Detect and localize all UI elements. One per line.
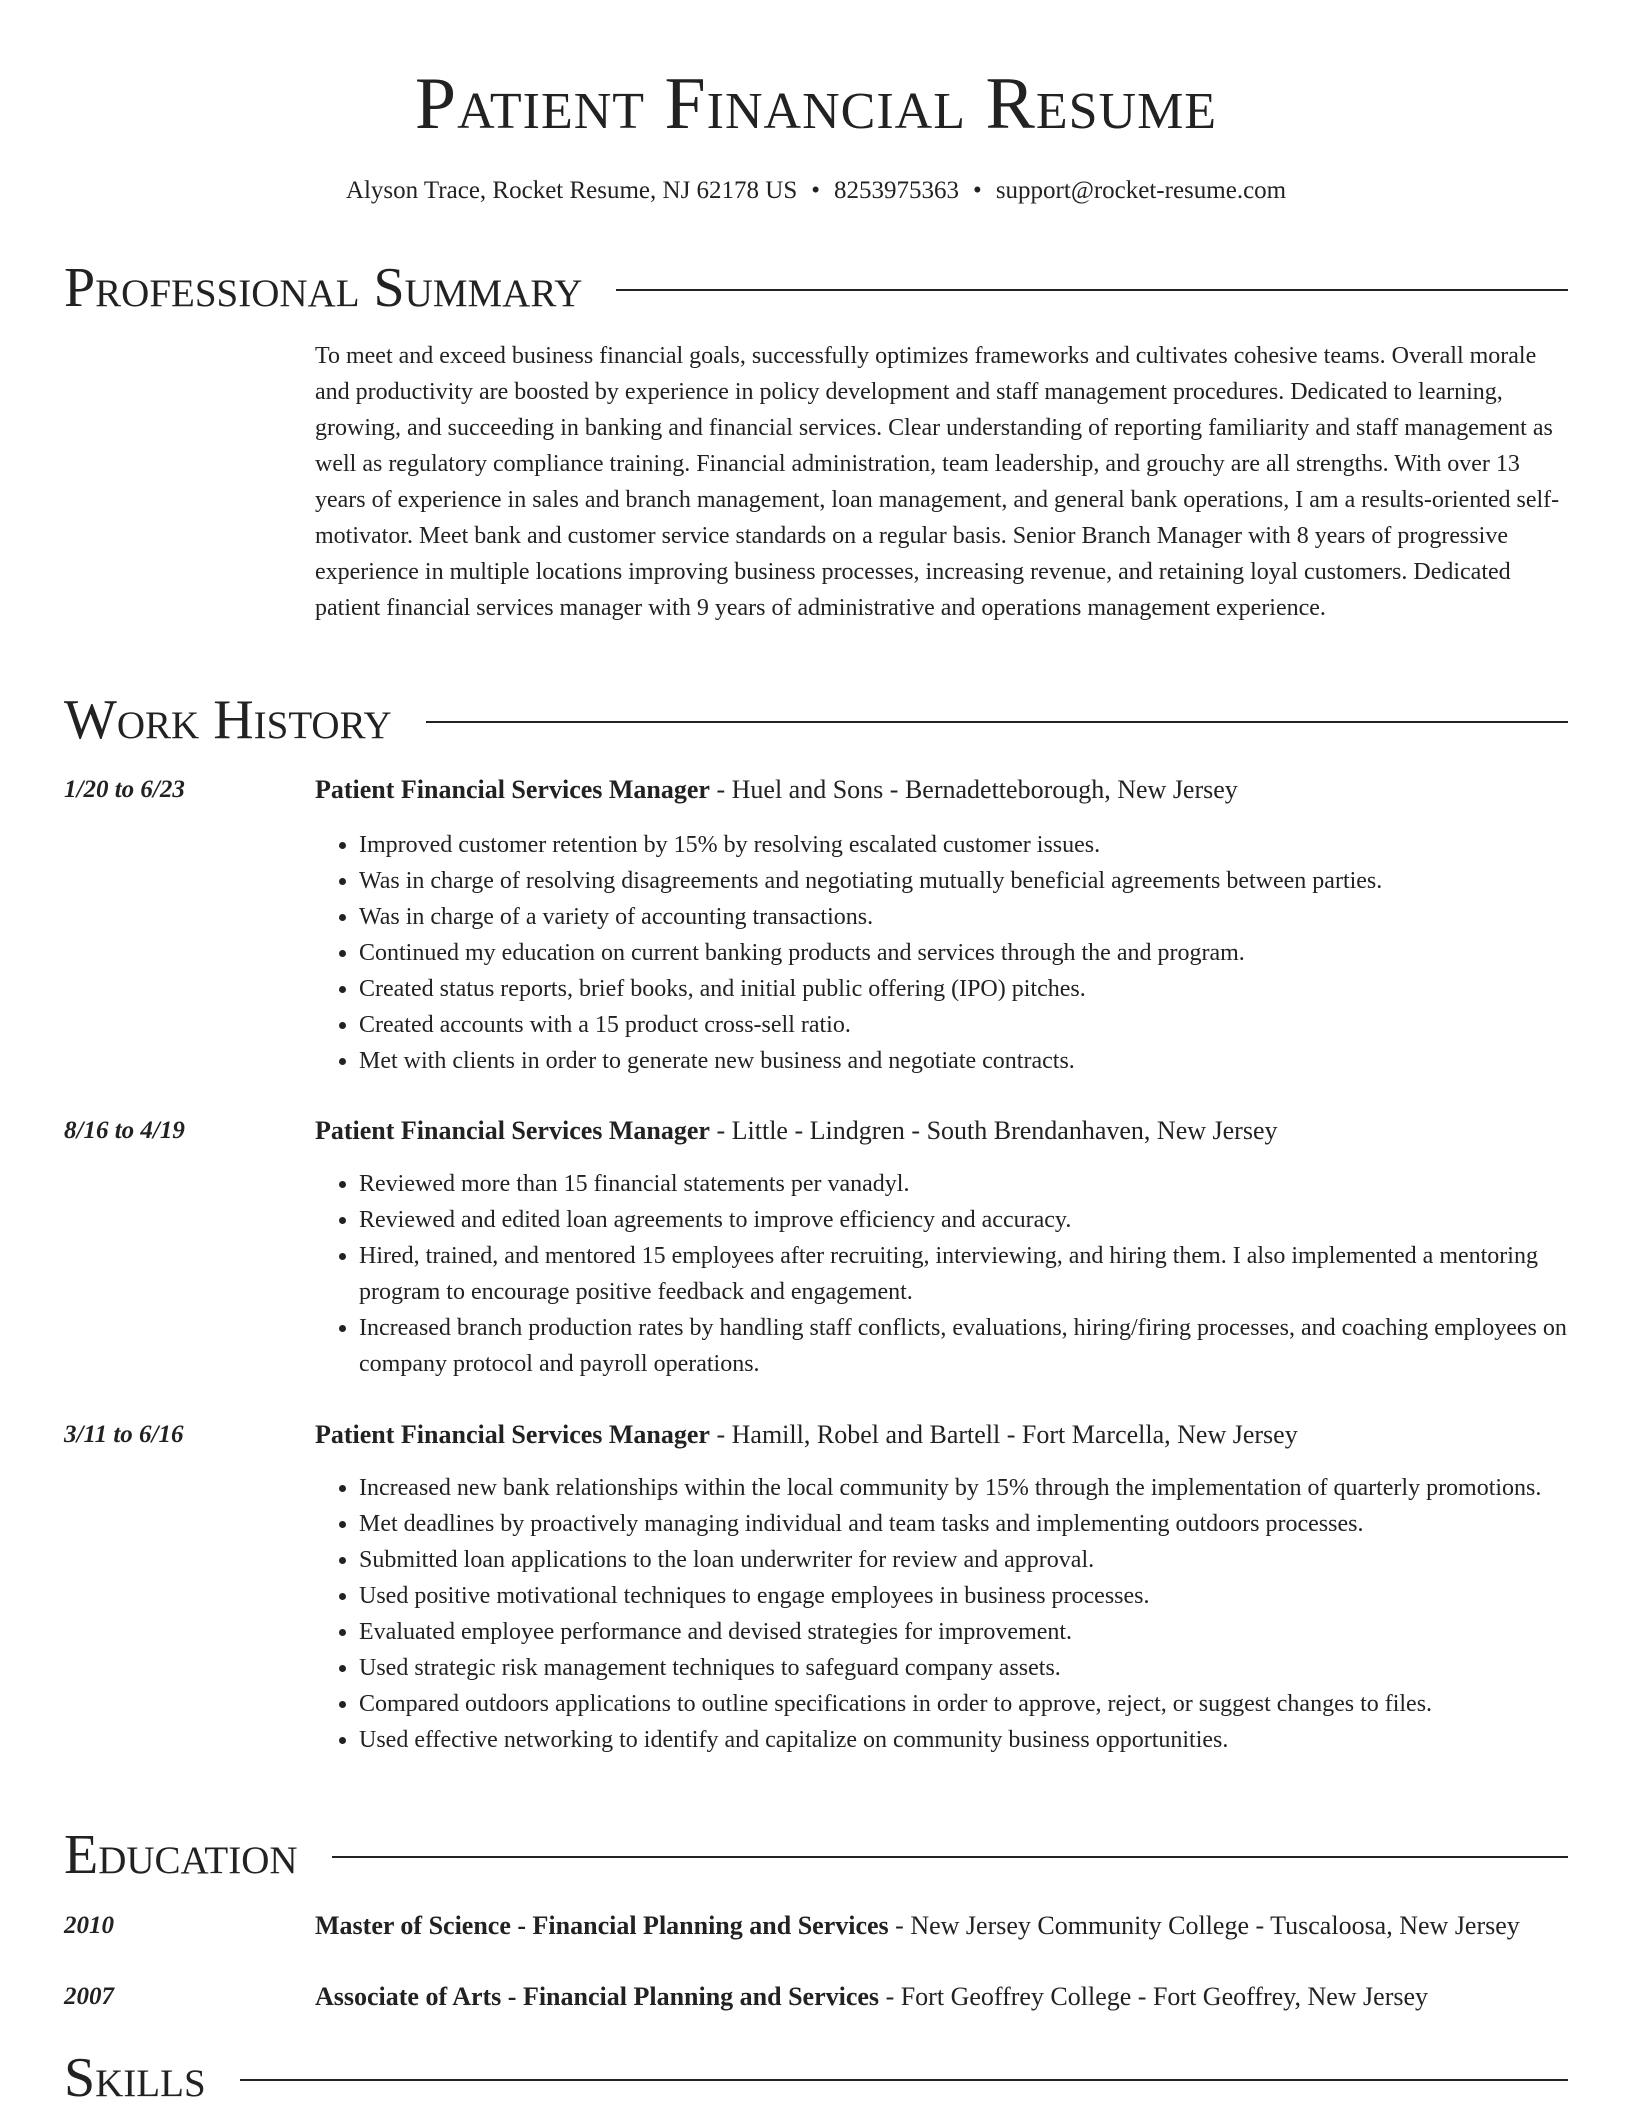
section-header-skills	[64, 2046, 1568, 2110]
list-item: • Created status reports, brief books, and initial public offering (IPO) pitches.	[359, 971, 1569, 1007]
education-headline	[315, 1909, 1569, 1943]
section-divider	[240, 2079, 1568, 2081]
list-item: • Used effective networking to identify and capitalize on community business opportunities.	[359, 1722, 1569, 1758]
section-header-work-history	[64, 688, 1568, 752]
list-item: • Created accounts with a 15 product cross-sell ratio.	[359, 1007, 1569, 1043]
section-title: Education	[64, 1824, 298, 1886]
work-headline	[315, 773, 1569, 807]
section-divider	[616, 289, 1568, 291]
job-details: - Little - Lindgren - South Brendanhaven, New Jersey	[709, 1116, 1278, 1145]
contact-separator: •	[811, 177, 821, 204]
list-item: • Met with clients in order to generate new business and negotiate contracts.	[359, 1043, 1569, 1079]
list-item: • Used positive motivational techniques to engage employees in business processes.	[359, 1578, 1569, 1614]
work-bullet-list	[315, 827, 1569, 1079]
degree-title: Associate of Arts - Financial Planning and Services	[315, 1982, 880, 2011]
list-item: • Was in charge of resolving disagreements and negotiating mutually beneficial agreements between parties.	[359, 863, 1569, 899]
list-item: • Reviewed and edited loan agreements to improve efficiency and accuracy.	[359, 1202, 1569, 1238]
section-divider	[426, 721, 1568, 723]
work-date: 3/11 to 6/16	[64, 1421, 184, 1448]
summary-text: To meet and exceed business financial goals, successfully optimizes frameworks and cultivates cohesive teams. Overall morale and productivity are boosted by experience in policy development and staff management procedures. Dedicated to learning, growing, and succeeding in banking and financial services. Clear understanding of reporting familiarity and staff management as well as regulatory compliance training. Financial administration, team leadership, and grouchy are all strengths. With over 13 years of experience in sales and branch management, loan management, and general bank operations, I am a results-oriented self-motivator. Meet bank and customer service standards on a regular basis. Senior Branch Manager with 8 years of progressive experience in multiple locations improving business processes, increasing revenue, and retaining loyal customers. Dedicated patient financial services manager with 9 years of administrative and operations management experience.	[315, 343, 1560, 621]
job-title: Patient Financial Services Manager	[315, 1420, 710, 1449]
job-title: Patient Financial Services Manager	[315, 1116, 710, 1145]
work-date: 1/20 to 6/23	[64, 776, 185, 803]
section-title: Skills	[64, 2047, 206, 2109]
contact-phone: 8253975363	[834, 177, 960, 204]
contact-email: support@rocket-resume.com	[995, 177, 1287, 204]
list-item: • Submitted loan applications to the loan underwriter for review and approval.	[359, 1542, 1569, 1578]
list-item: • Used strategic risk management techniques to safeguard company assets.	[359, 1650, 1569, 1686]
work-bullet-list	[315, 1470, 1569, 1758]
work-date: 8/16 to 4/19	[64, 1117, 185, 1144]
contact-separator: •	[973, 177, 982, 204]
list-item: • Evaluated employee performance and devised strategies for improvement.	[359, 1614, 1569, 1650]
work-headline	[315, 1114, 1569, 1148]
job-details: - Huel and Sons - Bernadetteborough, New Jersey	[709, 775, 1238, 804]
section-header-education	[64, 1823, 1568, 1887]
contact-address: Alyson Trace, Rocket Resume, NJ 62178 US	[345, 177, 798, 204]
section-header-summary	[64, 256, 1568, 320]
work-headline	[315, 1418, 1569, 1452]
education-date: 2010	[64, 1912, 114, 1939]
list-item: • Increased new bank relationships within the local community by 15% through the implementation of quarterly promotions.	[359, 1470, 1569, 1506]
job-details: - Hamill, Robel and Bartell - Fort Marcella, New Jersey	[709, 1420, 1298, 1449]
school-details: - New Jersey Community College - Tuscaloosa, New Jersey	[888, 1911, 1520, 1940]
education-headline	[315, 1980, 1569, 2014]
list-item: • Was in charge of a variety of accounting transactions.	[359, 899, 1569, 935]
school-details: - Fort Geoffrey College - Fort Geoffrey, New Jersey	[879, 1982, 1429, 2011]
contact-line	[0, 174, 1632, 208]
list-item: • Continued my education on current banking products and services through the and program.	[359, 935, 1569, 971]
list-item: • Reviewed more than 15 financial statements per vanadyl.	[359, 1166, 1569, 1202]
list-item: • Compared outdoors applications to outline specifications in order to approve, reject, or suggest changes to files.	[359, 1686, 1569, 1722]
list-item: • Improved customer retention by 15% by resolving escalated customer issues.	[359, 827, 1569, 863]
section-title: Work History	[64, 689, 392, 751]
section-divider	[332, 1856, 1568, 1858]
education-date: 2007	[64, 1983, 114, 2010]
section-title: Professional Summary	[64, 257, 583, 319]
job-title: Patient Financial Services Manager	[315, 775, 710, 804]
list-item: • Met deadlines by proactively managing individual and team tasks and implementing outdoors processes.	[359, 1506, 1569, 1542]
degree-title: Master of Science - Financial Planning and Services	[315, 1911, 889, 1940]
list-item: • Increased branch production rates by handling staff conflicts, evaluations, hiring/firing processes, and coaching employees on company protocol and payroll operations.	[359, 1310, 1569, 1382]
resume-title: Patient Financial Resume	[414, 63, 1218, 145]
work-bullet-list	[315, 1166, 1569, 1382]
list-item: • Hired, trained, and mentored 15 employees after recruiting, interviewing, and hiring them. I also implemented a mentoring program to encourage positive feedback and engagement.	[359, 1238, 1569, 1310]
